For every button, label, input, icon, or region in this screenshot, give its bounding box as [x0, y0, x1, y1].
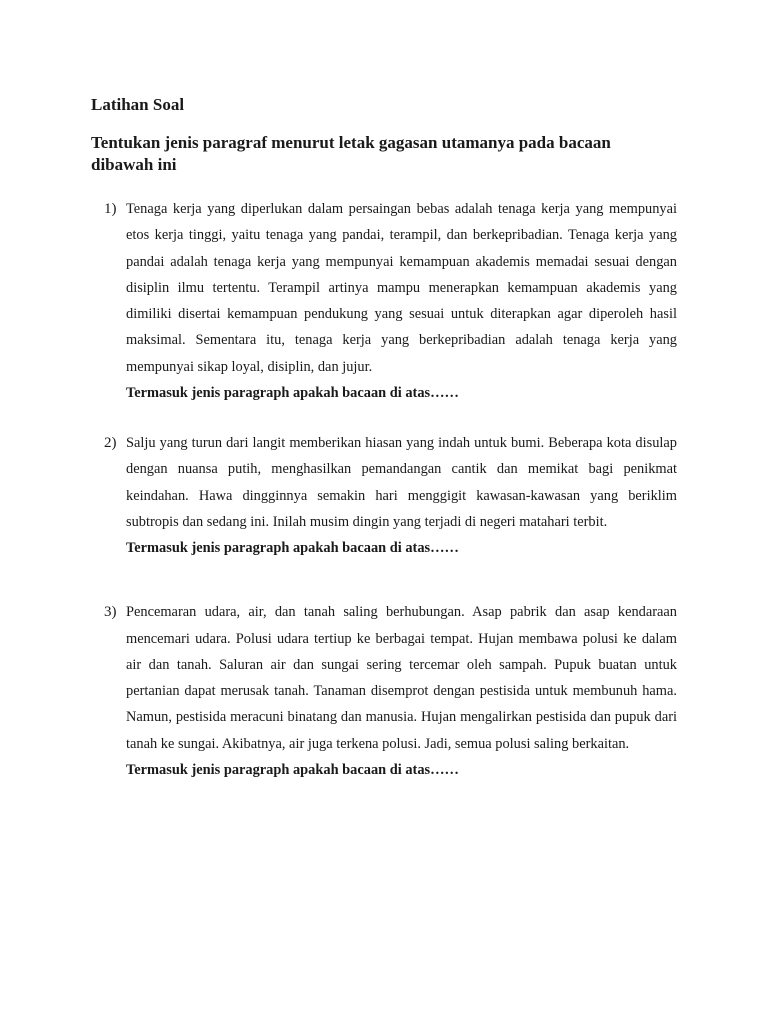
document-title: Latihan Soal — [91, 95, 185, 114]
question-prompt: Termasuk jenis paragraph apakah bacaan di atas…… — [126, 540, 459, 557]
question-prompt: Termasuk jenis paragraph apakah bacaan di atas…… — [126, 385, 459, 402]
question-number: 2) — [104, 435, 117, 452]
question-item — [91, 430, 678, 561]
question-item — [91, 196, 678, 406]
question-item — [91, 599, 678, 783]
document-instruction: Tentukan jenis paragraf menurut letak gagasan utamanya pada bacaan dibawah ini — [91, 133, 611, 174]
question-passage: Tenaga kerja yang diperlukan dalam persaingan bebas adalah tenaga kerja yang mempunyai etos kerja tinggi, yaitu tenaga yang pandai, terampil, dan berkepribadian. Tenaga kerja yang pandai adalah tenaga kerja yang mempunyai kemampuan akademis memadai sesuai dengan disiplin ilmu tertentu. Terampil artinya mampu menerapkan kemampuan akademis yang dimiliki disertai kemampuan pendukung yang sesuai untuk diterapkan agar diperoleh hasil maksimal. Sementara itu, tenaga kerja yang berkepribadian adalah tenaga kerja yang mempunyai sikap loyal, disiplin, dan jujur. — [126, 201, 677, 375]
question-number: 1) — [104, 201, 117, 217]
question-number: 3) — [104, 604, 117, 621]
question-prompt: Termasuk jenis paragraph apakah bacaan di atas…… — [126, 762, 459, 779]
question-passage: Salju yang turun dari langit memberikan hiasan yang indah untuk bumi. Beberapa kota disulap dengan nuansa putih, menghasilkan pemandangan cantik dan memikat bagi penikmat keindahan. Hawa dingginnya semakin hari menggigit kawasan-kawasan yang beriklim subtropis dan sedang ini. Inilah musim dingin yang terjadi di negeri matahari terbit. — [126, 435, 677, 530]
question-passage: Pencemaran udara, air, dan tanah saling berhubungan. Asap pabrik dan asap kendaraan mencemari udara. Polusi udara tertiup ke berbagai tempat. Hujan membawa polusi ke dalam air dan tanah. Saluran air dan sungai sering tercemar oleh sampah. Pupuk buatan untuk pertanian dapat merusak tanah. Tanaman disemprot dengan pestisida untuk membunuh hama. Namun, pestisida meracuni binatang dan manusia. Hujan mengalirkan pestisida dan pupuk dari tanah ke sungai. Akibatnya, air juga terkena polusi. Jadi, semua polusi saling berkaitan. — [126, 604, 677, 752]
